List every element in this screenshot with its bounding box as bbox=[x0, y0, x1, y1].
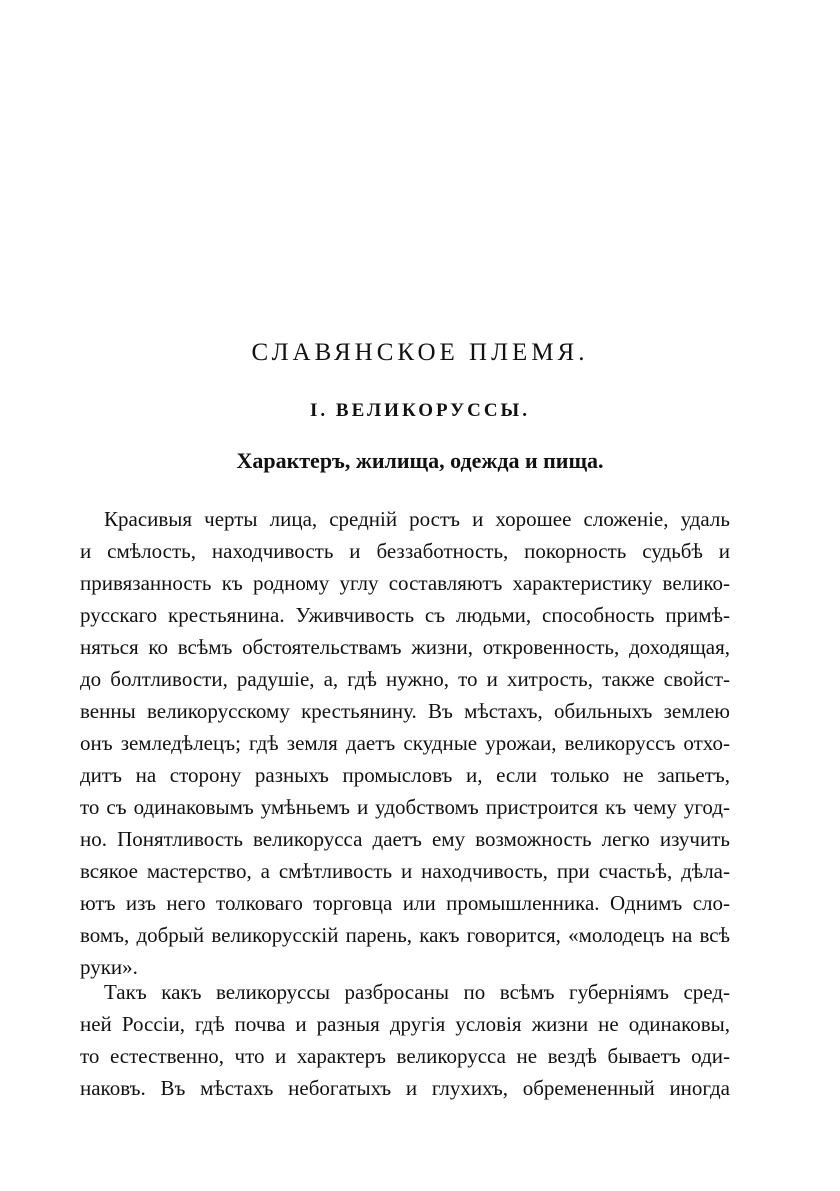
text-line: онъ земледѣлецъ; гдѣ земля даетъ скудные урожаи, великоруссъ отхо- bbox=[80, 731, 730, 755]
text-line: наковъ. Въ мѣстахъ небогатыхъ и глухихъ, обремененный иногда bbox=[80, 1076, 730, 1100]
text-line: то съ одинаковымъ умѣньемъ и удобствомъ пристроится къ чему угод- bbox=[80, 795, 730, 819]
paragraph-2 bbox=[80, 976, 730, 1104]
section-heading: Характеръ, жилища, одежда и пища. bbox=[236, 448, 604, 473]
text-line: ютъ изъ него толковаго торговца или промышленника. Однимъ сло- bbox=[80, 891, 730, 915]
text-line: венны великорусскому крестьянину. Въ мѣстахъ, обильныхъ землею bbox=[80, 699, 730, 723]
text-line: до болтливости, радушіе, а, гдѣ нужно, то и хитрость, также свойст- bbox=[80, 667, 730, 691]
text-line: Такъ какъ великоруссы разбросаны по всѣмъ губерніямъ сред- bbox=[104, 980, 730, 1004]
text-line: то естественно, что и характеръ великорусса не вездѣ бываетъ оди- bbox=[80, 1044, 730, 1068]
paragraph-1 bbox=[80, 503, 730, 983]
text-line: и смѣлость, находчивость и беззаботность, покорность судьбѣ и bbox=[80, 539, 730, 563]
text-line: но. Понятливость великорусса даетъ ему возможность легко изучить bbox=[80, 827, 730, 851]
text-line: всякое мастерство, а смѣтливость и находчивость, при счастьѣ, дѣла- bbox=[80, 859, 730, 883]
text-line: Красивыя черты лица, средній ростъ и хорошее сложеніе, удаль bbox=[104, 507, 730, 531]
text-line: няться ко всѣмъ обстоятельствамъ жизни, откровенность, доходящая, bbox=[80, 635, 730, 659]
text-line: руки». bbox=[80, 955, 138, 979]
text-line: дитъ на сторону разныхъ промысловъ и, если только не запьетъ, bbox=[80, 763, 730, 787]
text-line: привязанность къ родному углу составляютъ характеристику велико- bbox=[80, 571, 730, 595]
chapter-subtitle: I. ВЕЛИКОРУССЫ. bbox=[310, 400, 530, 421]
page-title: СЛАВЯНСКОЕ ПЛЕМЯ. bbox=[251, 339, 589, 366]
text-line: русскаго крестьянина. Уживчивость съ людьми, способность примѣ- bbox=[80, 603, 730, 627]
text-line: вомъ, добрый великорусскій парень, какъ говорится, «молодецъ на всѣ bbox=[80, 923, 730, 947]
text-line: ней Россіи, гдѣ почва и разныя другія условія жизни не одинаковы, bbox=[80, 1012, 730, 1036]
